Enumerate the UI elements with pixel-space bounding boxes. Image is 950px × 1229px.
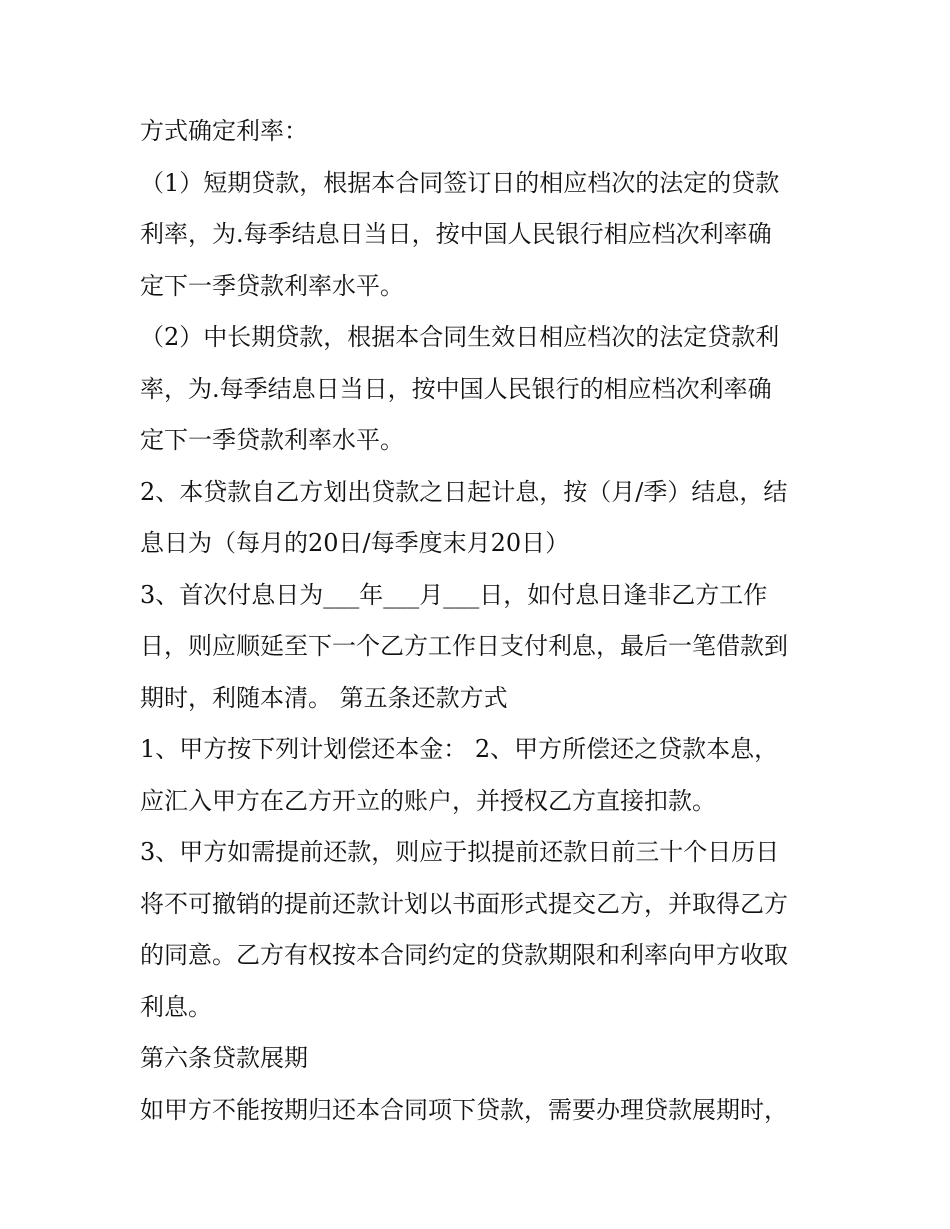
section-heading: 第六条贷款展期 [140, 1044, 308, 1072]
text-line: 定下一季贷款利率水平。 [140, 426, 404, 454]
text-line: 期时，利随本清。 第五条还款方式 [140, 683, 508, 712]
text-line: 方式确定利率： [140, 117, 308, 145]
document-body [140, 106, 830, 1136]
text-line: 将不可撤销的提前还款计划以书面形式提交乙方，并取得乙方 [140, 889, 788, 918]
text-line: 应汇入甲方在乙方开立的账户，并授权乙方直接扣款。 [140, 786, 716, 815]
text-line: 日，则应顺延至下一个乙方工作日支付利息，最后一笔借款到 [140, 632, 788, 660]
text-line: 2、本贷款自乙方划出贷款之日起计息，按（月/季）结息，结 [140, 477, 788, 506]
text-line: 如甲方不能按期归还本合同项下贷款，需要办理贷款展期时， [140, 1095, 788, 1124]
text-line: （2）中长期贷款，根据本合同生效日相应档次的法定贷款利 [140, 323, 780, 351]
text-line: 3、首次付息日为___年___月___日，如付息日逢非乙方工作 [140, 580, 768, 609]
text-line: 1、甲方按下列计划偿还本金： 2、甲方所偿还之贷款本息， [140, 735, 779, 763]
text-line: 息日为（每月的20日/每季度末月20日） [140, 529, 570, 557]
text-line: 率，为.每季结息日当日，按中国人民银行的相应档次利率确 [140, 374, 772, 403]
text-line: 的同意。乙方有权按本合同约定的贷款期限和利率向甲方收取 [140, 941, 788, 969]
text-line: 3、甲方如需提前还款，则应于拟提前还款日前三十个日历日 [140, 838, 780, 866]
text-line: 定下一季贷款利率水平。 [140, 271, 404, 300]
text-line: 利息。 [140, 992, 212, 1021]
text-line: 利率，为.每季结息日当日，按中国人民银行相应档次利率确 [140, 220, 772, 248]
text-line: （1）短期贷款，根据本合同签订日的相应档次的法定的贷款 [140, 168, 780, 197]
